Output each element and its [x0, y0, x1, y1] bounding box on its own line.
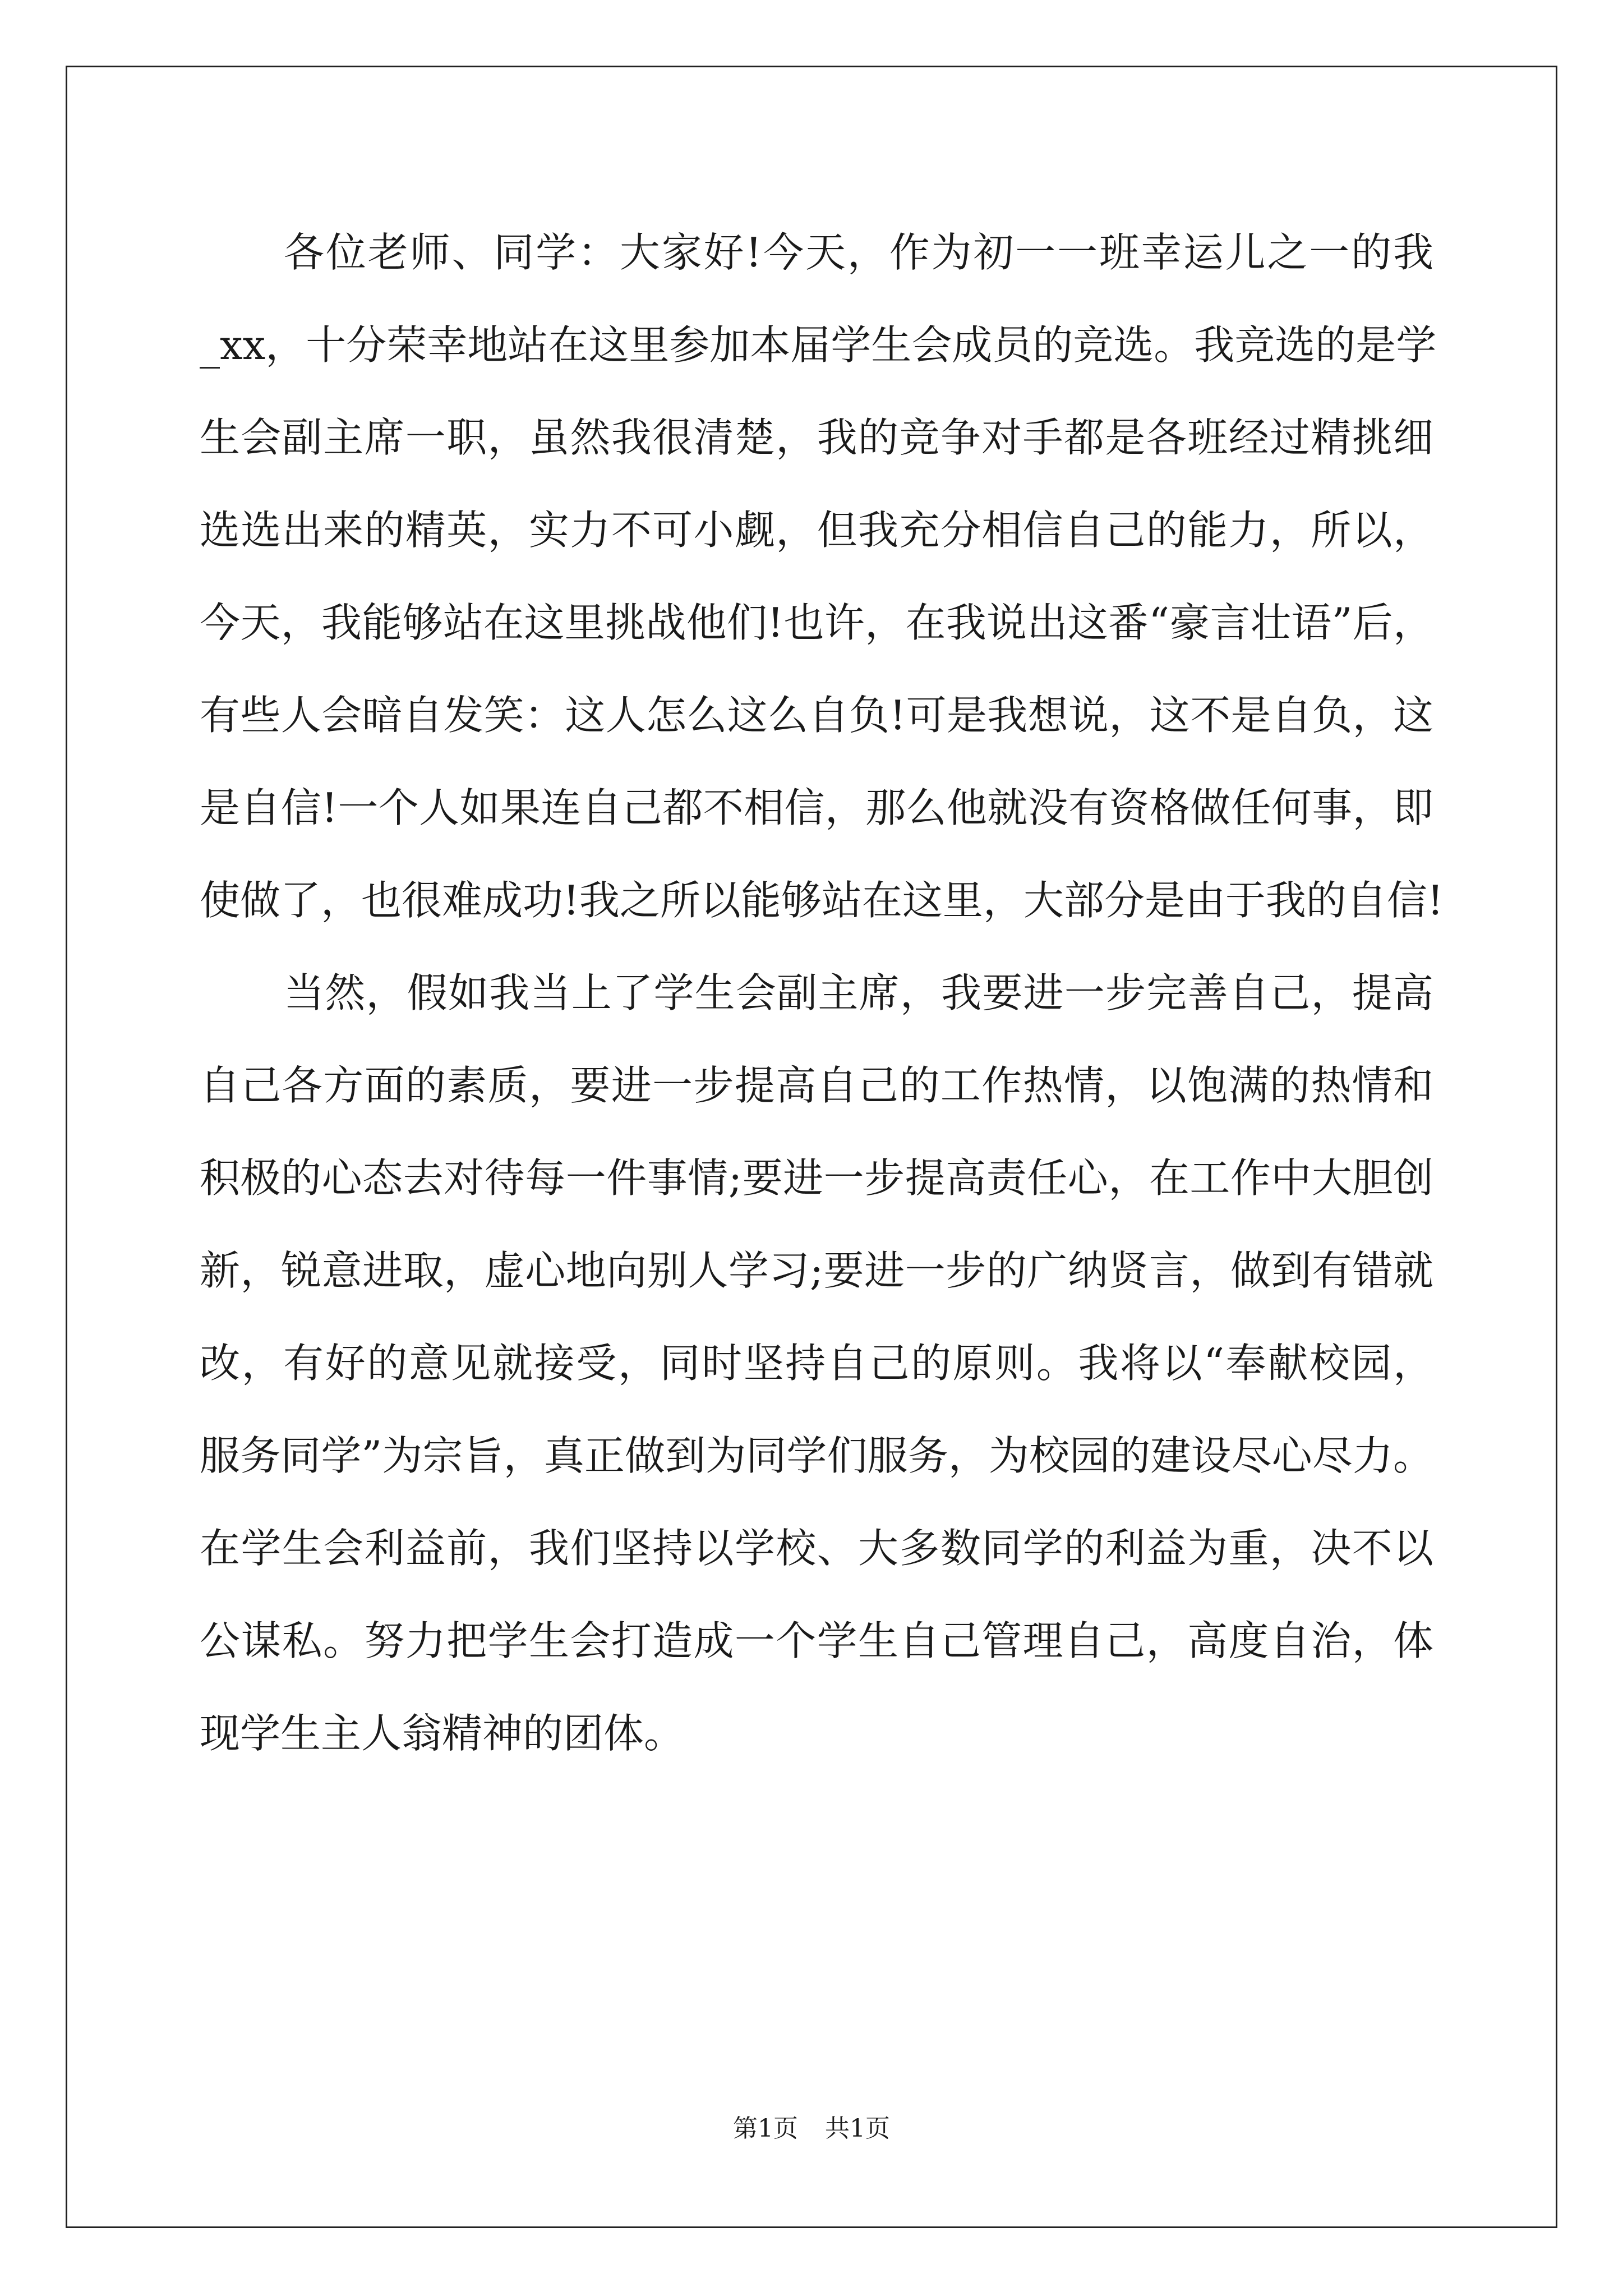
paragraph-2-line-6: 服务同学”为宗旨，真正做到为同学们服务，为校园的建设尽心尽力。: [200, 1432, 1433, 1479]
paragraph-1-line-8: 使做了，也很难成功!我之所以能够站在这里，大部分是由于我的自信!: [200, 877, 1444, 924]
paragraph-2-line-8: 公谋私。努力把学生会打造成一个学生自己管理自己，高度自治，体: [200, 1617, 1433, 1664]
paragraph-1-line-2: _xx，十分荣幸地站在这里参加本届学生会成员的竞选。我竞选的是学: [200, 321, 1437, 369]
paragraph-2-line-3: 积极的心态去对待每一件事情;要进一步提高责任心，在工作中大胆创: [200, 1154, 1433, 1202]
paragraph-2-line-7: 在学生会利益前，我们坚持以学校、大多数同学的利益为重，决不以: [200, 1525, 1433, 1572]
page-total: 共1页: [825, 2114, 890, 2143]
paragraph-1-line-7: 是自信!一个人如果连自己都不相信，那么他就没有资格做任何事，即: [200, 784, 1433, 831]
paragraph-2-line-4: 新，锐意进取，虚心地向别人学习;要进一步的广纳贤言，做到有错就: [200, 1247, 1433, 1294]
paragraph-2-line-1: 当然，假如我当上了学生会副主席，我要进一步完善自己，提高: [284, 969, 1433, 1016]
paragraph-1-line-1: 各位老师、同学：大家好!今天，作为初一一班幸运儿之一的我: [284, 229, 1433, 276]
paragraph-1-line-6: 有些人会暗自发笑：这人怎么这么自负!可是我想说，这不是自负，这: [200, 692, 1433, 739]
page-number: 第1页: [733, 2114, 798, 2143]
paragraph-1-line-5: 今天，我能够站在这里挑战他们!也许，在我说出这番“豪言壮语”后，: [200, 599, 1433, 646]
paragraph-1-line-3: 生会副主席一职，虽然我很清楚，我的竞争对手都是各班经过精挑细: [200, 414, 1433, 461]
page-border: [66, 66, 1557, 2228]
paragraph-2-line-5: 改，有好的意见就接受，同时坚持自己的原则。我将以“奉献校园，: [200, 1340, 1433, 1387]
paragraph-2-line-2: 自己各方面的素质，要进一步提高自己的工作热情，以饱满的热情和: [200, 1062, 1433, 1109]
paragraph-1-line-4: 选选出来的精英，实力不可小觑，但我充分相信自己的能力，所以，: [200, 507, 1433, 554]
page-footer: [0, 2112, 1623, 2146]
paragraph-2-line-9: 现学生主人翁精神的团体。: [200, 1710, 685, 1757]
